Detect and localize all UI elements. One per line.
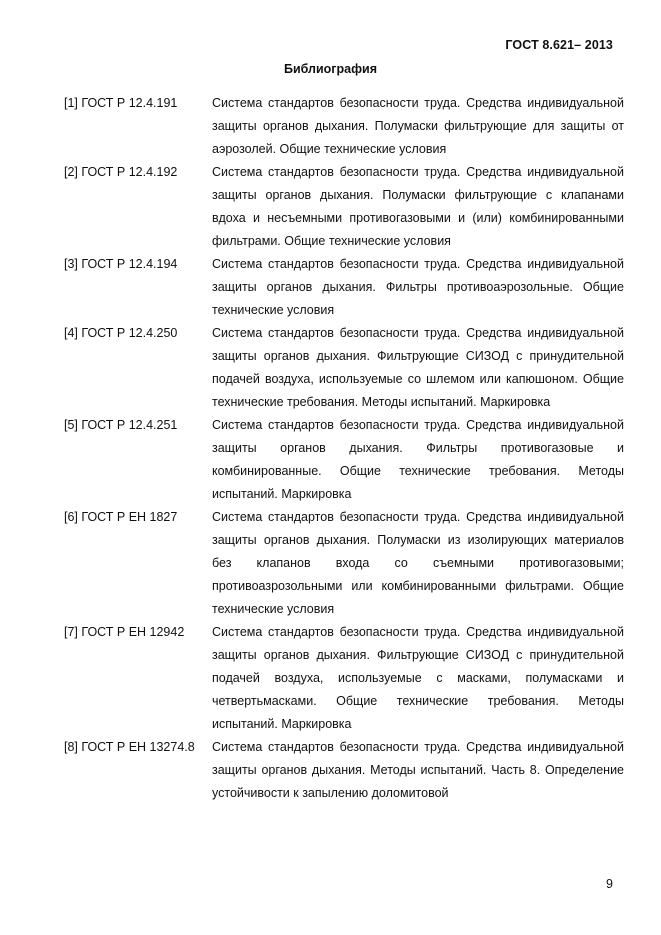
bibliography-list	[64, 92, 624, 805]
entry-reference: [7] ГОСТ Р ЕН 12942	[64, 625, 185, 639]
entry-reference: [5] ГОСТ Р 12.4.251	[64, 418, 178, 432]
bibliography-entry	[64, 414, 624, 506]
document-code: ГОСТ 8.621– 2013	[505, 38, 613, 52]
entry-description: Система стандартов безопасности труда. Средства индивидуальной защиты органов дыхания. Фильтры противоаэрозольные. Общие технические условия	[212, 257, 624, 317]
section-title: Библиография	[283, 62, 378, 76]
bibliography-entry	[64, 736, 624, 805]
entry-reference: [3] ГОСТ Р 12.4.194	[64, 257, 178, 271]
entry-description: Система стандартов безопасности труда. Средства индивидуальной защиты органов дыхания. Фильтры противогазовые и комбинированные. Общие технические требования. Методы испытаний. Маркировка	[212, 418, 624, 501]
page-number: 9	[606, 877, 613, 891]
entry-description: Система стандартов безопасности труда. Средства индивидуальной защиты органов дыхания. Методы испытаний. Часть 8. Определение устойчивости к запылению доломитовой	[212, 740, 624, 800]
bibliography-entry	[64, 506, 624, 621]
bibliography-entry	[64, 161, 624, 253]
entry-reference: [4] ГОСТ Р 12.4.250	[64, 326, 178, 340]
bibliography-entry	[64, 253, 624, 322]
entry-reference: [1] ГОСТ Р 12.4.191	[64, 96, 178, 110]
entry-description: Система стандартов безопасности труда. Средства индивидуальной защиты органов дыхания. Полумаски из изолирующих материалов без клапанов входа со съемными противогазовыми; противоазрозольными или комбинированными фильтрами. Общие технические условия	[212, 510, 624, 616]
entry-description: Система стандартов безопасности труда. Средства индивидуальной защиты органов дыхания. Фильтрующие СИЗОД с принудительной подачей воздуха, используемые со шлемом или капюшоном. Общие технические требования. Методы испытаний. Маркировка	[212, 326, 624, 409]
bibliography-entry	[64, 621, 624, 736]
bibliography-entry	[64, 92, 624, 161]
entry-reference: [6] ГОСТ Р ЕН 1827	[64, 510, 178, 524]
entry-description: Система стандартов безопасности труда. Средства индивидуальной защиты органов дыхания. Полумаски фильтрующие с клапанами вдоха и несъемными противогазовыми и (или) комбинированными фильтрами. Общие технические условия	[212, 165, 624, 248]
entry-description: Система стандартов безопасности труда. Средства индивидуальной защиты органов дыхания. Полумаски фильтрующие для защиты от аэрозолей. Общие технические условия	[212, 96, 624, 156]
entry-reference: [2] ГОСТ Р 12.4.192	[64, 165, 178, 179]
entry-reference: [8] ГОСТ Р ЕН 13274.8	[64, 740, 195, 754]
bibliography-entry	[64, 322, 624, 414]
entry-description: Система стандартов безопасности труда. Средства индивидуальной защиты органов дыхания. Фильтрующие СИЗОД с принудительной подачей воздуха, используемые с масками, полумасками и четвертьмасками. Общие технические требования. Методы испытаний. Маркировка	[212, 625, 624, 731]
